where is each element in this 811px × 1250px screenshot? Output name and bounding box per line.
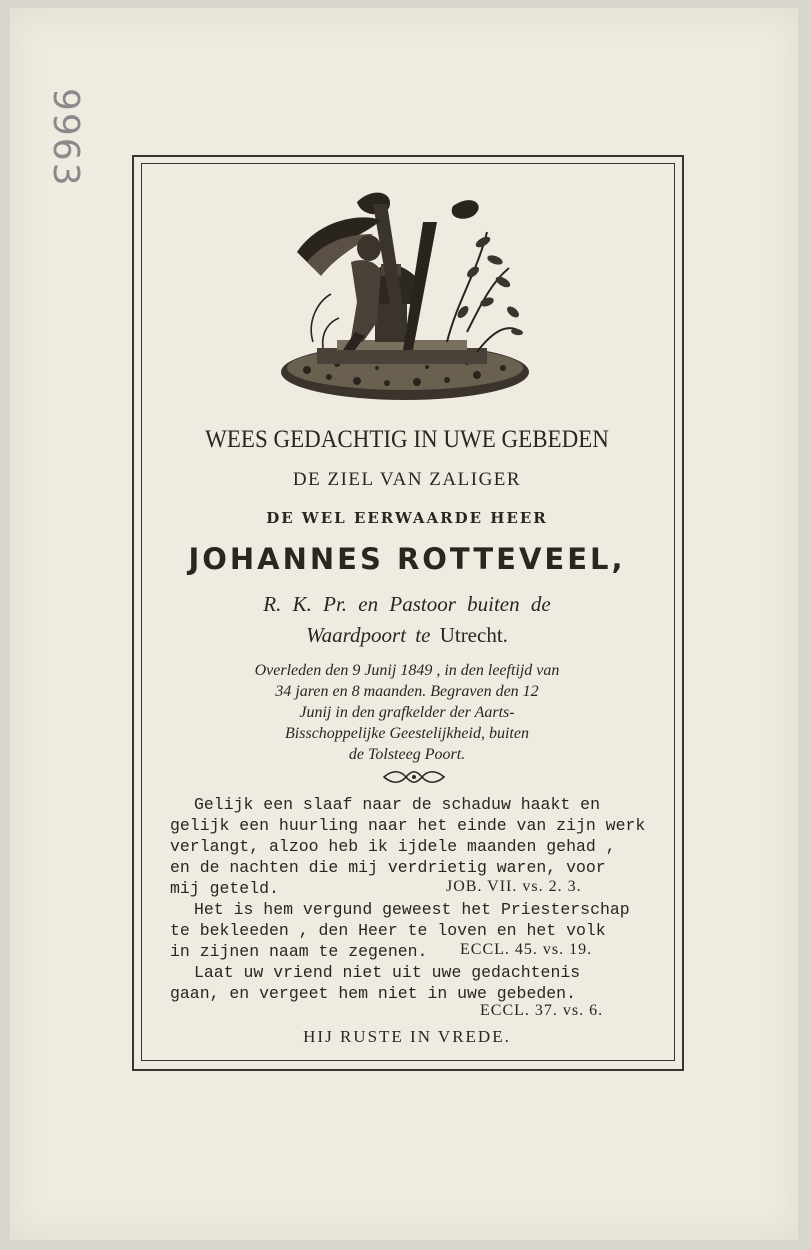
role-line-2-italic: Waardpoort te	[306, 623, 431, 647]
death-line-2: 34 jaren en 8 maanden. Begraven den 12	[275, 683, 539, 700]
closing-line: HIJ RUSTE IN VREDE.	[303, 1027, 511, 1046]
role-line-2-place: Utrecht.	[439, 623, 508, 647]
verse-line-3: verlangt, alzoo heb ik ijdele maanden gehad ,	[170, 837, 616, 856]
role-line-1: R. K. Pr. en Pastoor buiten de	[263, 592, 551, 616]
death-line-5: de Tolsteeg Poort.	[348, 746, 466, 763]
deceased-name: JOHANNES ROTTEVEEL,	[188, 542, 626, 576]
verse-line-5: mij geteld.	[170, 879, 279, 898]
reference-eccl-45: ECCL. 45. vs. 19.	[460, 941, 593, 958]
death-line-3: Junij in den grafkelder der Aarts-	[299, 704, 515, 721]
death-line-4: Bisschoppelijke Geestelijkheid, buiten	[285, 725, 529, 742]
verse-line-1: Gelijk een slaaf naar de schaduw haakt en	[194, 795, 600, 814]
verse-line-2: gelijk een huurling naar het einde van zijn werk	[170, 816, 646, 835]
divider-ornament	[382, 770, 446, 784]
reference-job: JOB. VII. vs. 2. 3.	[446, 878, 582, 895]
title-line: DE WEL EERWAARDE HEER	[266, 509, 548, 527]
subheading: DE ZIEL VAN ZALIGER	[292, 469, 522, 490]
card-content	[150, 170, 664, 1055]
heading: WEES GEDACHTIG IN UWE GEBEDEN	[205, 426, 609, 453]
verse-line-7: te bekleeden , den Heer te loven en het volk	[170, 921, 606, 940]
death-line-1: Overleden den 9 Junij 1849 , in den leeftijd van	[254, 662, 560, 679]
verse-line-4: en de nachten die mij verdrietig waren, voor	[170, 858, 606, 877]
angel-urn-engraving	[277, 182, 537, 404]
verse-line-6: Het is hem vergund geweest het Priesterschap	[194, 900, 630, 919]
reference-eccl-37: ECCL. 37. vs. 6.	[480, 1002, 604, 1019]
verse-line-8: in zijnen naam te zegenen.	[170, 942, 428, 961]
verse-line-10: gaan, en vergeet hem niet in uwe gebeden.	[170, 984, 576, 1003]
handwritten-catalog-number: 9963	[45, 88, 86, 188]
role-line-2	[150, 623, 664, 648]
verse-line-9: Laat uw vriend niet uit uwe gedachtenis	[194, 963, 581, 982]
